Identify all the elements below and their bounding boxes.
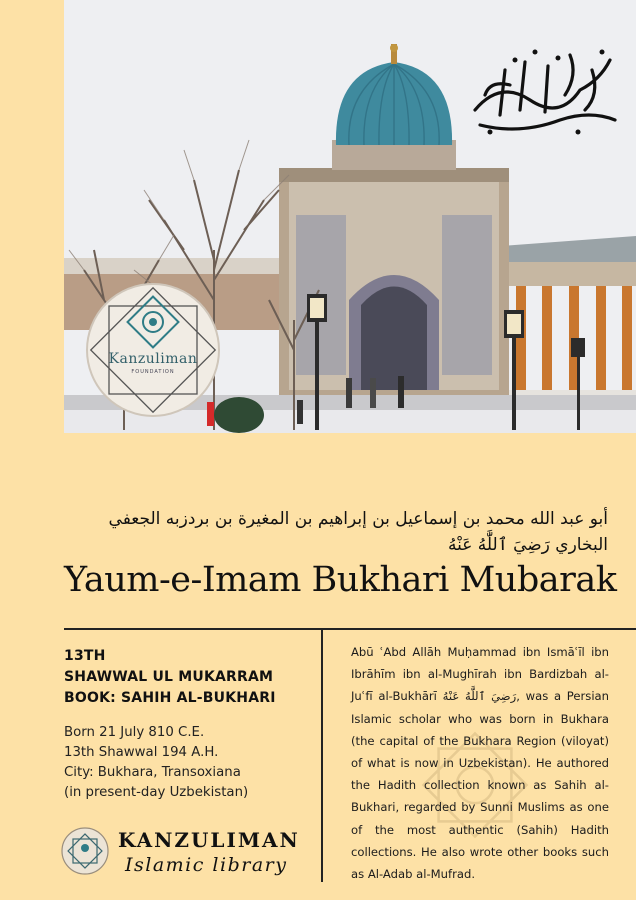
book-title: BOOK: SAHIH AL-BUKHARI <box>64 690 276 706</box>
date-day: 13TH <box>64 648 106 664</box>
horizontal-divider <box>64 628 636 630</box>
birth-facts <box>64 723 304 803</box>
badge-name: Kanzuliman <box>108 351 198 367</box>
event-info <box>64 646 304 803</box>
date-month: SHAWWAL UL MUKARRAM <box>64 669 274 685</box>
badge-subtitle: FOUNDATION <box>131 369 175 375</box>
vertical-divider <box>321 630 323 882</box>
fact-line: (in present-day Uzbekistan) <box>64 785 249 800</box>
footer-tagline: Islamic library <box>125 854 288 876</box>
arabic-full-name: أبو عبد الله محمد بن إسماعيل بن إبراهيم بن المغيرة بن بردزبه الجعفي البخاري رَضِيَ ٱللَّٰهُ عَنْهُ <box>108 509 608 555</box>
footer-brand-name: KANZULIMAN <box>118 828 300 852</box>
kanzuliman-logo-icon <box>60 826 110 876</box>
arabic-calligraphy <box>460 40 630 140</box>
fact-line: 13th Shawwal 194 A.H. <box>64 745 219 760</box>
fact-line: Born 21 July 810 C.E. <box>64 725 205 740</box>
biography-text: Abū ʿAbd Allāh Muḥammad ibn Ismāʿīl ibn Ibrāhīm ibn al-Mughīrah ibn Bardizbah al-Juʿfī al-Bukhārī رَضِيَ ٱللَّٰهُ عَنْهُ, was a Persian Islamic scholar who was born in Bukhara (the capital of the Bukhara Region (viloyat) of what is now in Uzbekistan). He authored the Hadith collection known as Sahih al-Bukhari, regarded by Sunni Muslims as one of the most authentic (Sahih) Hadith collections. He also wrote other books such as Al-Adab al-Mufrad. <box>351 645 609 882</box>
kanzuliman-badge <box>83 280 223 420</box>
fact-line: City: Bukhara, Transoxiana <box>64 765 241 780</box>
page-title: Yaum-e-Imam Bukhari Mubarak <box>64 560 617 600</box>
